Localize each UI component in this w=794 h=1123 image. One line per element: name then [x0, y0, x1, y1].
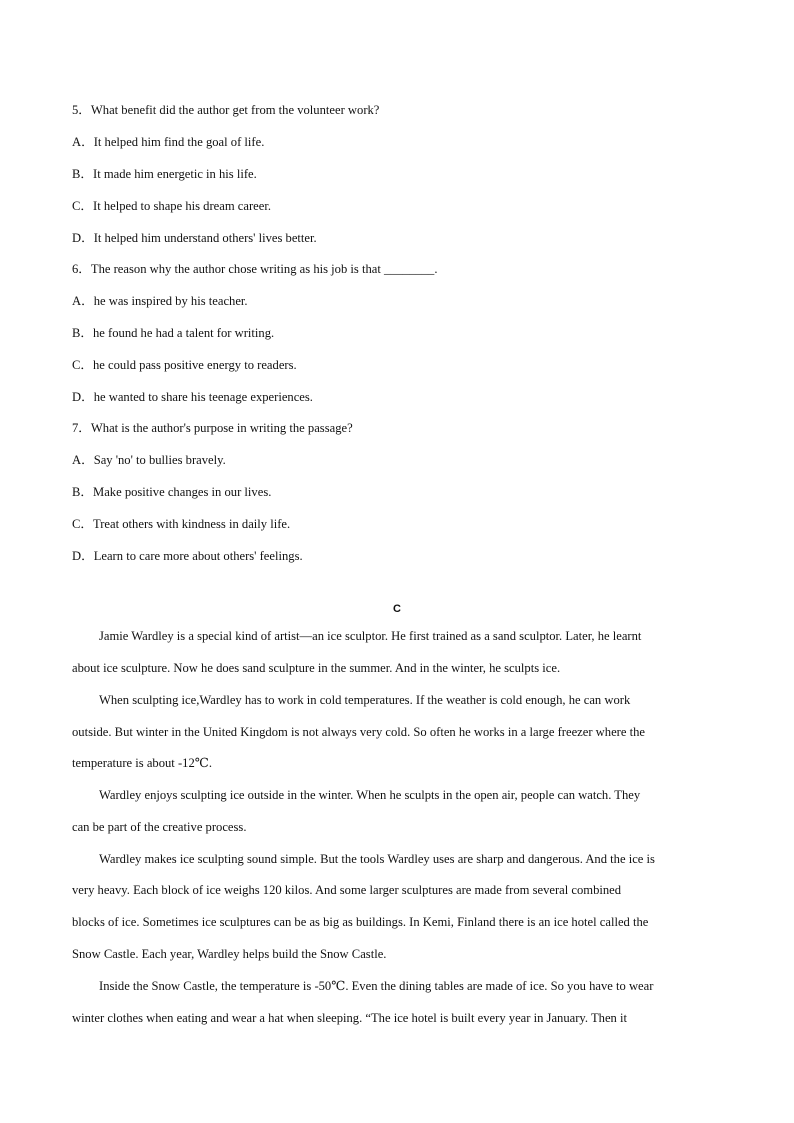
- question-5-option-d: D．It helped him understand others' lives better.: [72, 231, 317, 245]
- passage-line: Snow Castle. Each year, Wardley helps build the Snow Castle.: [72, 947, 387, 961]
- question-6-option-b: B．he found he had a talent for writing.: [72, 326, 275, 340]
- question-7-stem: 7．What is the author's purpose in writing the passage?: [72, 421, 353, 435]
- passage-line: Wardley enjoys sculpting ice outside in the winter. When he sculpts in the open air, people can watch. They: [99, 788, 641, 802]
- question-5-stem: 5．What benefit did the author get from the volunteer work?: [72, 103, 380, 117]
- passage-line: Wardley makes ice sculpting sound simple. But the tools Wardley uses are sharp and dangerous. And the ice is: [99, 852, 655, 866]
- passage-line: winter clothes when eating and wear a hat when sleeping. “The ice hotel is built every year in January. Then it: [72, 1011, 627, 1025]
- section-title: C: [393, 603, 401, 615]
- question-7-option-c: C．Treat others with kindness in daily life.: [72, 517, 291, 531]
- question-5-option-b: B．It made him energetic in his life.: [72, 167, 257, 181]
- question-7-option-a: A．Say 'no' to bullies bravely.: [72, 453, 226, 467]
- question-6-option-a: A．he was inspired by his teacher.: [72, 294, 248, 308]
- passage-line: Jamie Wardley is a special kind of artist—an ice sculptor. He first trained as a sand sculptor. Later, he learnt: [99, 629, 642, 643]
- question-5-option-c: C．It helped to shape his dream career.: [72, 199, 271, 213]
- question-6-stem: 6．The reason why the author chose writing as his job is that ________.: [72, 262, 438, 276]
- passage-line: blocks of ice. Sometimes ice sculptures can be as big as buildings. In Kemi, Finland there is an ice hotel called the: [72, 915, 649, 929]
- question-5-option-a: A．It helped him find the goal of life.: [72, 135, 265, 149]
- question-7-option-d: D．Learn to care more about others' feelings.: [72, 549, 303, 563]
- passage-line: temperature is about -12℃.: [72, 756, 212, 770]
- passage-line: When sculpting ice,Wardley has to work in cold temperatures. If the weather is cold enough, he can work: [99, 693, 631, 707]
- question-6-option-d: D．he wanted to share his teenage experiences.: [72, 390, 313, 404]
- passage-line: can be part of the creative process.: [72, 820, 247, 834]
- passage-line: outside. But winter in the United Kingdom is not always very cold. So often he works in a large freezer where the: [72, 725, 645, 739]
- question-6-option-c: C．he could pass positive energy to readers.: [72, 358, 297, 372]
- passage-line: very heavy. Each block of ice weighs 120 kilos. And some larger sculptures are made from several combined: [72, 883, 622, 897]
- question-7-option-b: B．Make positive changes in our lives.: [72, 485, 272, 499]
- passage-line: about ice sculpture. Now he does sand sculpture in the summer. And in the winter, he sculpts ice.: [72, 661, 561, 675]
- passage-line: Inside the Snow Castle, the temperature is -50℃. Even the dining tables are made of ice. So you have to wear: [99, 979, 654, 993]
